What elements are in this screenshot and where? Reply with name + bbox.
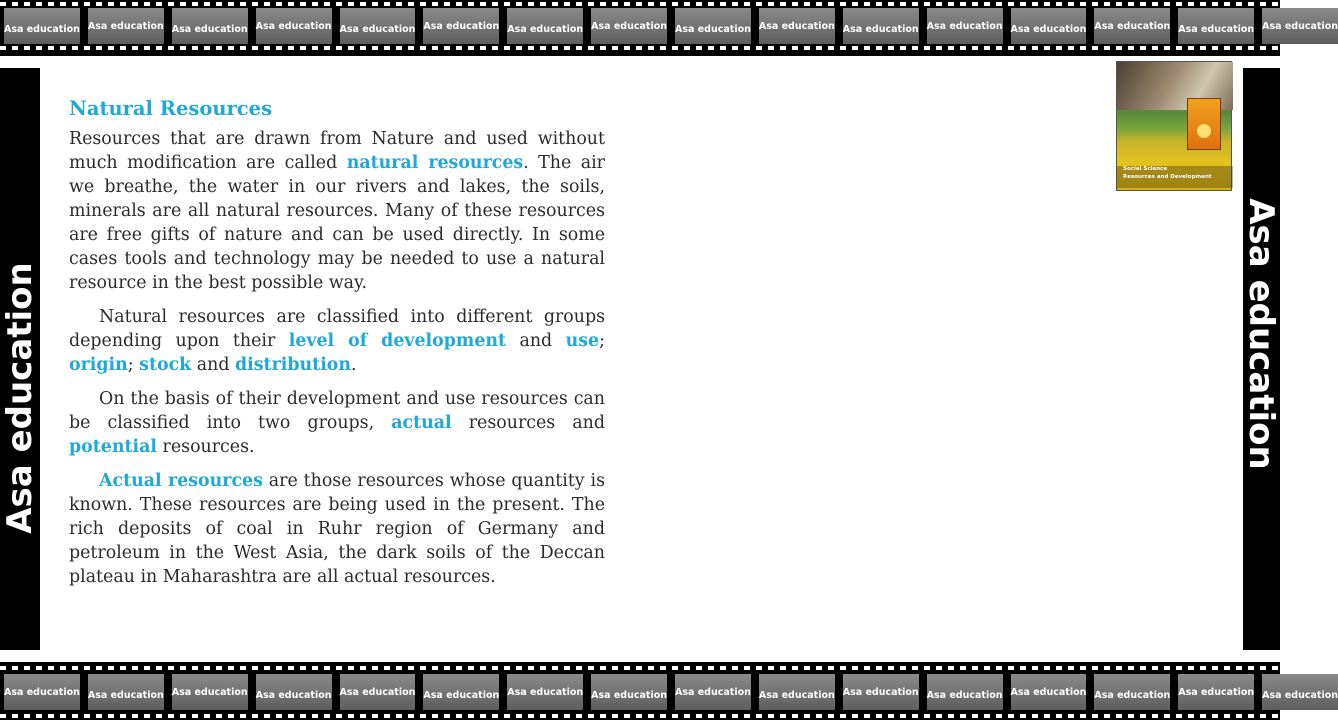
left-watermark-text: Asa education: [0, 262, 40, 534]
top-film-frames: [0, 8, 1338, 44]
film-frame-watermark: Asa education: [423, 674, 499, 710]
film-frame-watermark: Asa education: [4, 674, 80, 710]
film-perforations: [0, 2, 1280, 6]
film-frame-watermark: Asa education: [1262, 8, 1338, 44]
film-frame-watermark: Asa education: [1262, 674, 1338, 710]
text-run: and: [191, 355, 235, 375]
film-frame-watermark: Asa education: [256, 8, 332, 44]
key-term: origin: [69, 355, 128, 375]
film-frame-watermark: Asa education: [1094, 8, 1170, 44]
right-watermark-bar: [1243, 68, 1280, 650]
top-film-strip: [0, 0, 1338, 56]
film-frame-watermark: Asa education: [927, 8, 1003, 44]
bottom-film-frames: [0, 674, 1338, 710]
text-run: Resources that are drawn from Nature and used without much modification are called: [69, 129, 605, 173]
key-term: stock: [139, 355, 192, 375]
film-frame-watermark: Asa education: [88, 674, 164, 710]
film-frame-watermark: Asa education: [675, 674, 751, 710]
key-term: potential: [69, 437, 158, 457]
film-frame-watermark: Asa education: [591, 674, 667, 710]
document-content: [69, 96, 605, 599]
film-frame-watermark: Asa education: [927, 674, 1003, 710]
key-term: actual: [391, 413, 452, 433]
film-frame-watermark: Asa education: [843, 674, 919, 710]
cover-title: Resources and Development: [1123, 174, 1212, 180]
film-frame-watermark: Asa education: [507, 674, 583, 710]
text-run: On the basis of their development and use resources can be classified into two groups,: [69, 389, 605, 433]
film-frame-watermark: Asa education: [507, 8, 583, 44]
film-frame-watermark: Asa education: [1011, 674, 1087, 710]
text-run: and: [506, 331, 566, 351]
section-heading: Natural Resources: [69, 97, 273, 120]
cover-sun-icon: [1197, 124, 1211, 138]
text-run: . The air we breathe, the water in our rivers and lakes, the soils, minerals are all natural resources. Many of these resources are free gifts of nature and can be used directly. In some cases tools and technology may be needed to use a natural resource in the best possible way.: [69, 153, 605, 293]
text-run: ;: [127, 355, 140, 375]
film-frame-watermark: Asa education: [1011, 8, 1087, 44]
key-term: use: [565, 331, 600, 351]
paragraph-actual-resources: [69, 469, 605, 589]
film-frame-watermark: Asa education: [675, 8, 751, 44]
film-frame-watermark: Asa education: [340, 674, 416, 710]
text-run: are those resources whose quantity is known. These resources are being used in the present. The rich deposits of coal in Ruhr region of Germany and petroleum in the West Asia, the dark soils of the Deccan plateau in Maharashtra are all actual resources.: [69, 471, 605, 587]
film-frame-watermark: Asa education: [1178, 8, 1254, 44]
film-frame-watermark: Asa education: [843, 8, 919, 44]
cover-subject: Social Science: [1123, 166, 1168, 172]
text-run: resources and: [451, 413, 605, 433]
film-frame-watermark: Asa education: [759, 8, 835, 44]
film-perforations: [0, 666, 1280, 670]
film-frame-watermark: Asa education: [340, 8, 416, 44]
film-perforations: [0, 46, 1280, 50]
film-frame-watermark: Asa education: [1178, 674, 1254, 710]
film-frame-watermark: Asa education: [4, 8, 80, 44]
key-term: distribution: [235, 355, 352, 375]
paragraph-development-groups: [69, 387, 605, 459]
film-perforations: [0, 714, 1280, 718]
key-term: level of development: [288, 331, 507, 351]
right-watermark-text: Asa education: [1241, 198, 1281, 470]
film-frame-watermark: Asa education: [256, 674, 332, 710]
film-frame-watermark: Asa education: [759, 674, 835, 710]
left-watermark-bar: [0, 68, 40, 650]
text-run: resources.: [157, 437, 255, 457]
film-frame-watermark: Asa education: [88, 8, 164, 44]
bottom-film-strip: [0, 662, 1338, 720]
text-run: .: [351, 355, 357, 375]
paragraph-definition: [69, 127, 605, 295]
film-frame-watermark: Asa education: [172, 8, 248, 44]
key-term: natural resources: [346, 153, 524, 173]
text-run: ;: [599, 331, 605, 351]
film-frame-watermark: Asa education: [591, 8, 667, 44]
film-frame-watermark: Asa education: [172, 674, 248, 710]
film-frame-watermark: Asa education: [1094, 674, 1170, 710]
text-run: Natural resources are classified into different groups depending upon their: [69, 307, 605, 351]
film-frame-watermark: Asa education: [423, 8, 499, 44]
book-cover-thumbnail: [1116, 61, 1232, 191]
key-term: Actual resources: [99, 471, 263, 491]
paragraph-classification: [69, 305, 605, 377]
